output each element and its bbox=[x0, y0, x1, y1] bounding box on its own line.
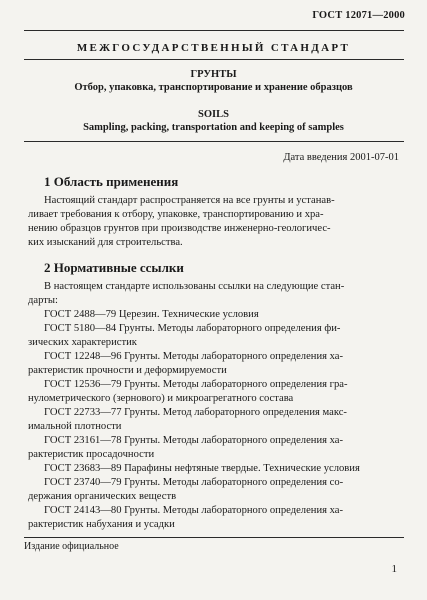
reference-entry-cont: имальной плотности bbox=[28, 421, 122, 432]
section-2-heading: 2 Нормативные ссылки bbox=[44, 260, 184, 275]
reference-entry: ГОСТ 23683—89 Парафины нефтяные твердые. Технические условия bbox=[44, 463, 360, 474]
reference-entry: ГОСТ 12248—96 Грунты. Методы лабораторного определения ха- bbox=[44, 351, 344, 362]
reference-entry: ГОСТ 24143—80 Грунты. Методы лабораторного определения ха- bbox=[44, 505, 344, 516]
section-1-heading: 1 Область применения bbox=[44, 174, 179, 189]
reference-entry: ГОСТ 12536—79 Грунты. Методы лабораторного определения гра- bbox=[44, 379, 348, 390]
edition-note: Издание официальное bbox=[24, 541, 119, 552]
section-2-line: дарты: bbox=[28, 295, 58, 306]
footer-rule bbox=[24, 537, 404, 538]
title-en-main: SOILS bbox=[198, 109, 229, 120]
reference-entry-cont: рактеристик набухания и усадки bbox=[28, 519, 175, 530]
reference-entry: ГОСТ 22733—77 Грунты. Метод лабораторного определения макс- bbox=[44, 407, 347, 418]
reference-entry-cont: держания органических веществ bbox=[28, 491, 177, 502]
section-1-line: ких изысканий для строительства. bbox=[28, 237, 183, 248]
section-1-line: Настоящий стандарт распространяется на все грунты и устанав- bbox=[44, 195, 335, 206]
reference-entry: ГОСТ 5180—84 Грунты. Методы лабораторного определения фи- bbox=[44, 323, 341, 334]
section-2-line: В настоящем стандарте использованы ссылки на следующие стан- bbox=[44, 281, 345, 292]
page-number: 1 bbox=[391, 563, 397, 575]
title-ru-main: ГРУНТЫ bbox=[190, 69, 237, 80]
standard-type-heading: МЕЖГОСУДАРСТВЕННЫЙ СТАНДАРТ bbox=[76, 42, 351, 54]
header-rule bbox=[24, 30, 404, 31]
reference-entry: ГОСТ 23740—79 Грунты. Методы лабораторного определения со- bbox=[44, 477, 344, 488]
title-bottom-rule bbox=[24, 141, 404, 142]
title-en-sub: Sampling, packing, transportation and keeping of samples bbox=[83, 122, 344, 133]
title-rule bbox=[24, 59, 404, 60]
document-code: ГОСТ 12071—2000 bbox=[312, 10, 405, 21]
section-1-line: ливает требования к отбору, упаковке, транспортированию и хра- bbox=[28, 209, 324, 220]
reference-entry: ГОСТ 23161—78 Грунты. Методы лабораторного определения ха- bbox=[44, 435, 344, 446]
reference-entry-cont: зических характеристик bbox=[28, 337, 137, 348]
reference-entry-cont: рактеристик просадочности bbox=[28, 449, 155, 460]
title-ru-sub: Отбор, упаковка, транспортирование и хранение образцов bbox=[74, 82, 353, 93]
section-1-line: нению образцов грунтов при производстве инженерно-геологичес- bbox=[28, 223, 331, 234]
reference-entry-cont: нулометрического (зернового) и микроагрегатного состава bbox=[28, 393, 294, 404]
reference-entry: ГОСТ 2488—79 Церезин. Технические условия bbox=[44, 309, 259, 320]
reference-entry-cont: рактеристик прочности и деформируемости bbox=[28, 365, 227, 376]
introduction-date: Дата введения 2001-07-01 bbox=[283, 152, 399, 163]
